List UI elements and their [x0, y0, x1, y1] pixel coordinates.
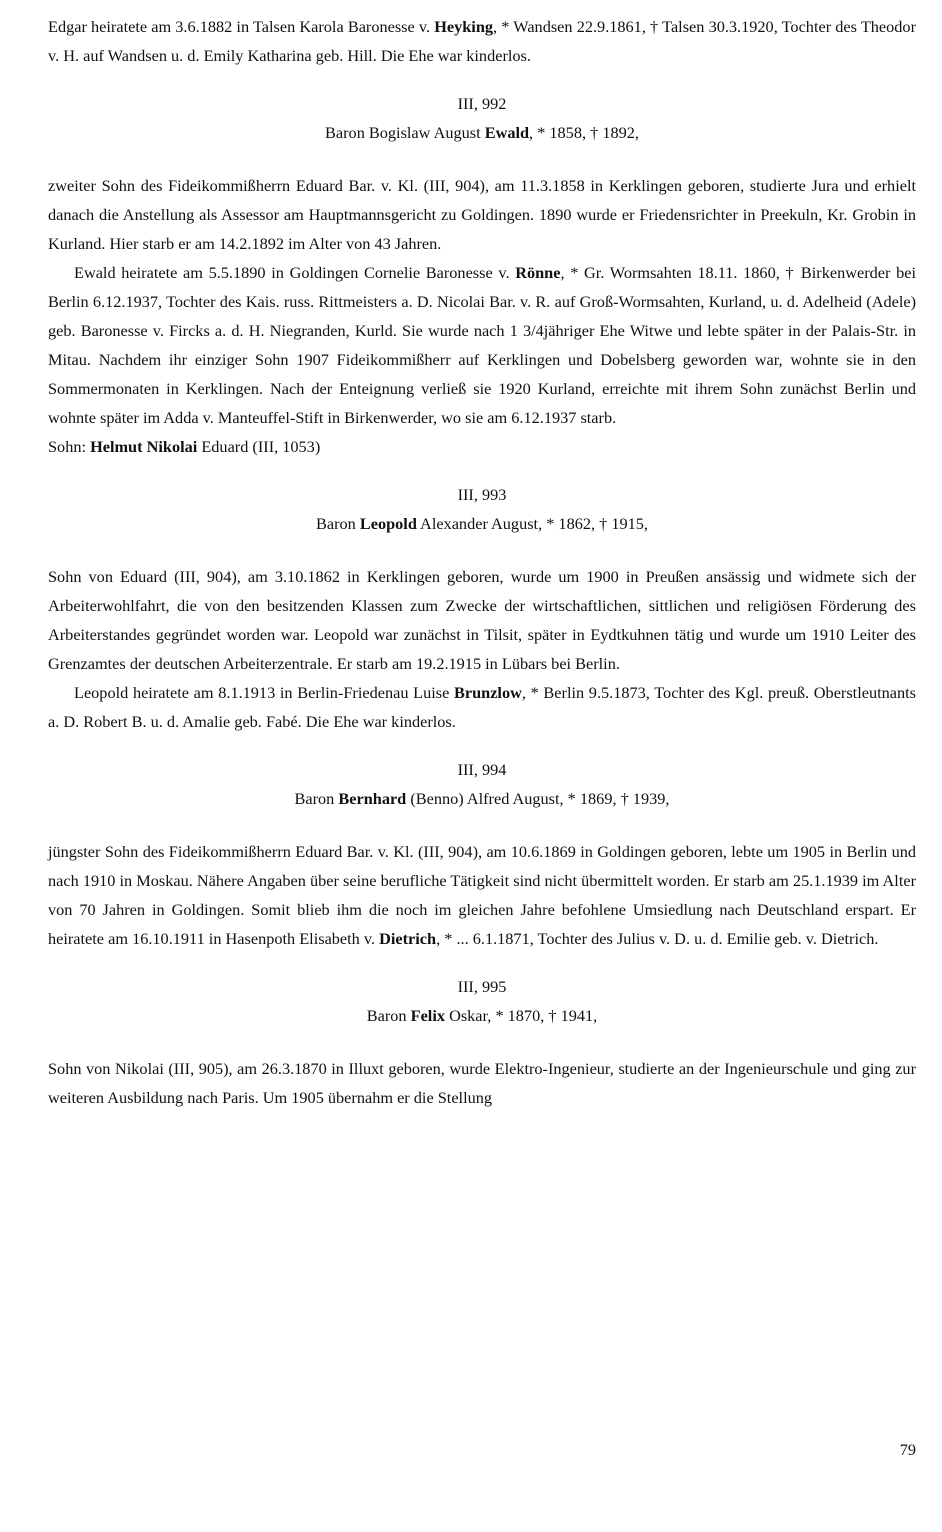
entry-heading	[48, 755, 916, 813]
text-run: Sohn von Nikolai (III, 905), am 26.3.1870 in Illuxt geboren, wurde Elektro-Ingenieur, studierte an der Ingenieurschule und ging zur weiteren Ausbildung nach Paris. Um 1905 übernahm er die Stellung	[48, 1059, 916, 1107]
text-run: Baron Bogislaw August	[325, 123, 485, 142]
entry-person-name	[48, 509, 916, 538]
text-run: Leopold heiratete am 8.1.1913 in Berlin-Friedenau Luise	[74, 683, 454, 702]
entry-paragraph	[48, 171, 916, 258]
entries-container	[48, 89, 916, 1112]
entry-heading	[48, 89, 916, 147]
text-run: , * 1858, † 1892,	[529, 123, 639, 142]
text-run: Sohn von Eduard (III, 904), am 3.10.1862 in Kerklingen geboren, wurde um 1900 in Preußen ansässig und widmete sich der Arbeiterwohlfahrt, die von den besitzenden Klassen zum Zwecke der wirtschaftlichen, sittlichen und religiösen Förderung des Arbeiterstandes gegründet worden war. Leopold war zunächst in Tilsit, später in Eydtkuhnen tätig und wurde um 1910 Leiter des Grenzamtes der deutschen Arbeiterzentrale. Er starb am 19.2.1915 in Lübars bei Berlin.	[48, 567, 916, 673]
bold-name: Ewald	[484, 123, 530, 142]
text-run: Baron	[366, 1006, 411, 1025]
entry-number: III, 995	[457, 977, 507, 996]
entry-number: III, 994	[457, 760, 507, 779]
text-run: Oskar, * 1870, † 1941,	[445, 1006, 598, 1025]
entry-paragraph	[48, 432, 916, 461]
bold-name: Heyking	[434, 17, 494, 36]
intro-paragraph	[48, 12, 916, 70]
text-run: Edgar heiratete am 3.6.1882 in Talsen Karola Baronesse v.	[48, 17, 435, 36]
entry-number: III, 993	[457, 485, 507, 504]
text-run: , * Gr. Wormsahten 18.11. 1860, † Birkenwerder bei Berlin 6.12.1937, Tochter des Kais. russ. Rittmeisters a. D. Nicolai Bar. v. R. auf Groß-Wormsahten, Kurland, u. d. Adelheid (Adele) geb. Baronesse v. Fircks a. d. H. Niegranden, Kurld. Sie wurde nach 1 3/4jähriger Ehe Witwe und lebte später in der Palais-Str. in Mitau. Nachdem ihr einziger Sohn 1907 Fideikommißherr auf Kerklingen und Dobelsberg geworden war, wohnte sie in den Sommermonaten in Kerklingen. Nach der Enteignung verließ sie 1920 Kurland, erreichte mit ihrem Sohn zunächst Berlin und wohnte später im Adda v. Manteuffel-Stift in Birkenwerder, wo sie am 6.12.1937 starb.	[48, 263, 916, 427]
text-run: (Benno) Alfred August, * 1869, † 1939,	[406, 789, 670, 808]
entry-paragraph	[48, 1054, 916, 1112]
bold-name: Dietrich	[379, 929, 437, 948]
entry-number: III, 992	[457, 94, 507, 113]
entry-person-name	[48, 784, 916, 813]
entry-paragraph	[48, 562, 916, 678]
text-run: Alexander August, * 1862, † 1915,	[416, 514, 648, 533]
text-run: Baron	[294, 789, 339, 808]
page-number: 79	[899, 1440, 916, 1459]
entry-paragraph	[48, 678, 916, 736]
bold-name: Bernhard	[338, 789, 407, 808]
entry-heading	[48, 972, 916, 1030]
text-run: zweiter Sohn des Fideikommißherrn Eduard Bar. v. Kl. (III, 904), am 11.3.1858 in Kerklingen geboren, studierte Jura und erhielt danach die Anstellung als Assessor am Hauptmannsgericht zu Goldingen. 1890 wurde er Friedensrichter in Preekuln, Kr. Grobin in Kurland. Hier starb er am 14.2.1892 im Alter von 43 Jahren.	[48, 176, 916, 253]
text-run: Baron	[316, 514, 360, 533]
document-page	[48, 12, 916, 1112]
bold-name: Rönne	[515, 263, 561, 282]
text-run: , * Berlin 9.5.1873, Tochter des Kgl. preuß. Oberstleutnants a. D. Robert B. u. d. Amalie geb. Fabé. Die Ehe war kinderlos.	[48, 683, 916, 731]
entry-paragraph	[48, 837, 916, 953]
text-run: Ewald heiratete am 5.5.1890 in Goldingen Cornelie Baronesse v.	[74, 263, 516, 282]
bold-name: Brunzlow	[454, 683, 522, 702]
entry-paragraph	[48, 258, 916, 432]
bold-name: Leopold	[359, 514, 417, 533]
text-run: , * ... 6.1.1871, Tochter des Julius v. D. u. d. Emilie geb. v. Dietrich.	[436, 929, 879, 948]
bold-name: Felix	[410, 1006, 445, 1025]
entry-heading	[48, 480, 916, 538]
entry-person-name	[48, 118, 916, 147]
entry-person-name	[48, 1001, 916, 1030]
text-run: Sohn:	[48, 437, 91, 456]
text-run: , * Wandsen 22.9.1861, † Talsen 30.3.1920, Tochter des Theodor v. H. auf Wandsen u. d. Emily Katharina geb. Hill. Die Ehe war kinderlos.	[48, 17, 916, 65]
text-run: jüngster Sohn des Fideikommißherrn Eduard Bar. v. Kl. (III, 904), am 10.6.1869 in Goldingen geboren, lebte um 1905 in Berlin und nach 1910 in Moskau. Nähere Angaben über seine berufliche Tätigkeit sind nicht übermittelt worden. Er starb am 25.1.1939 im Alter von 70 Jahren in Goldingen. Somit blieb ihm die noch im gleichen Jahre befohlene Umsiedlung nach Deutschland erspart. Er heiratete am 16.10.1911 in Hasenpoth Elisabeth v.	[48, 842, 916, 948]
text-run: Eduard (III, 1053)	[197, 437, 321, 456]
bold-name: Helmut Nikolai	[90, 437, 198, 456]
